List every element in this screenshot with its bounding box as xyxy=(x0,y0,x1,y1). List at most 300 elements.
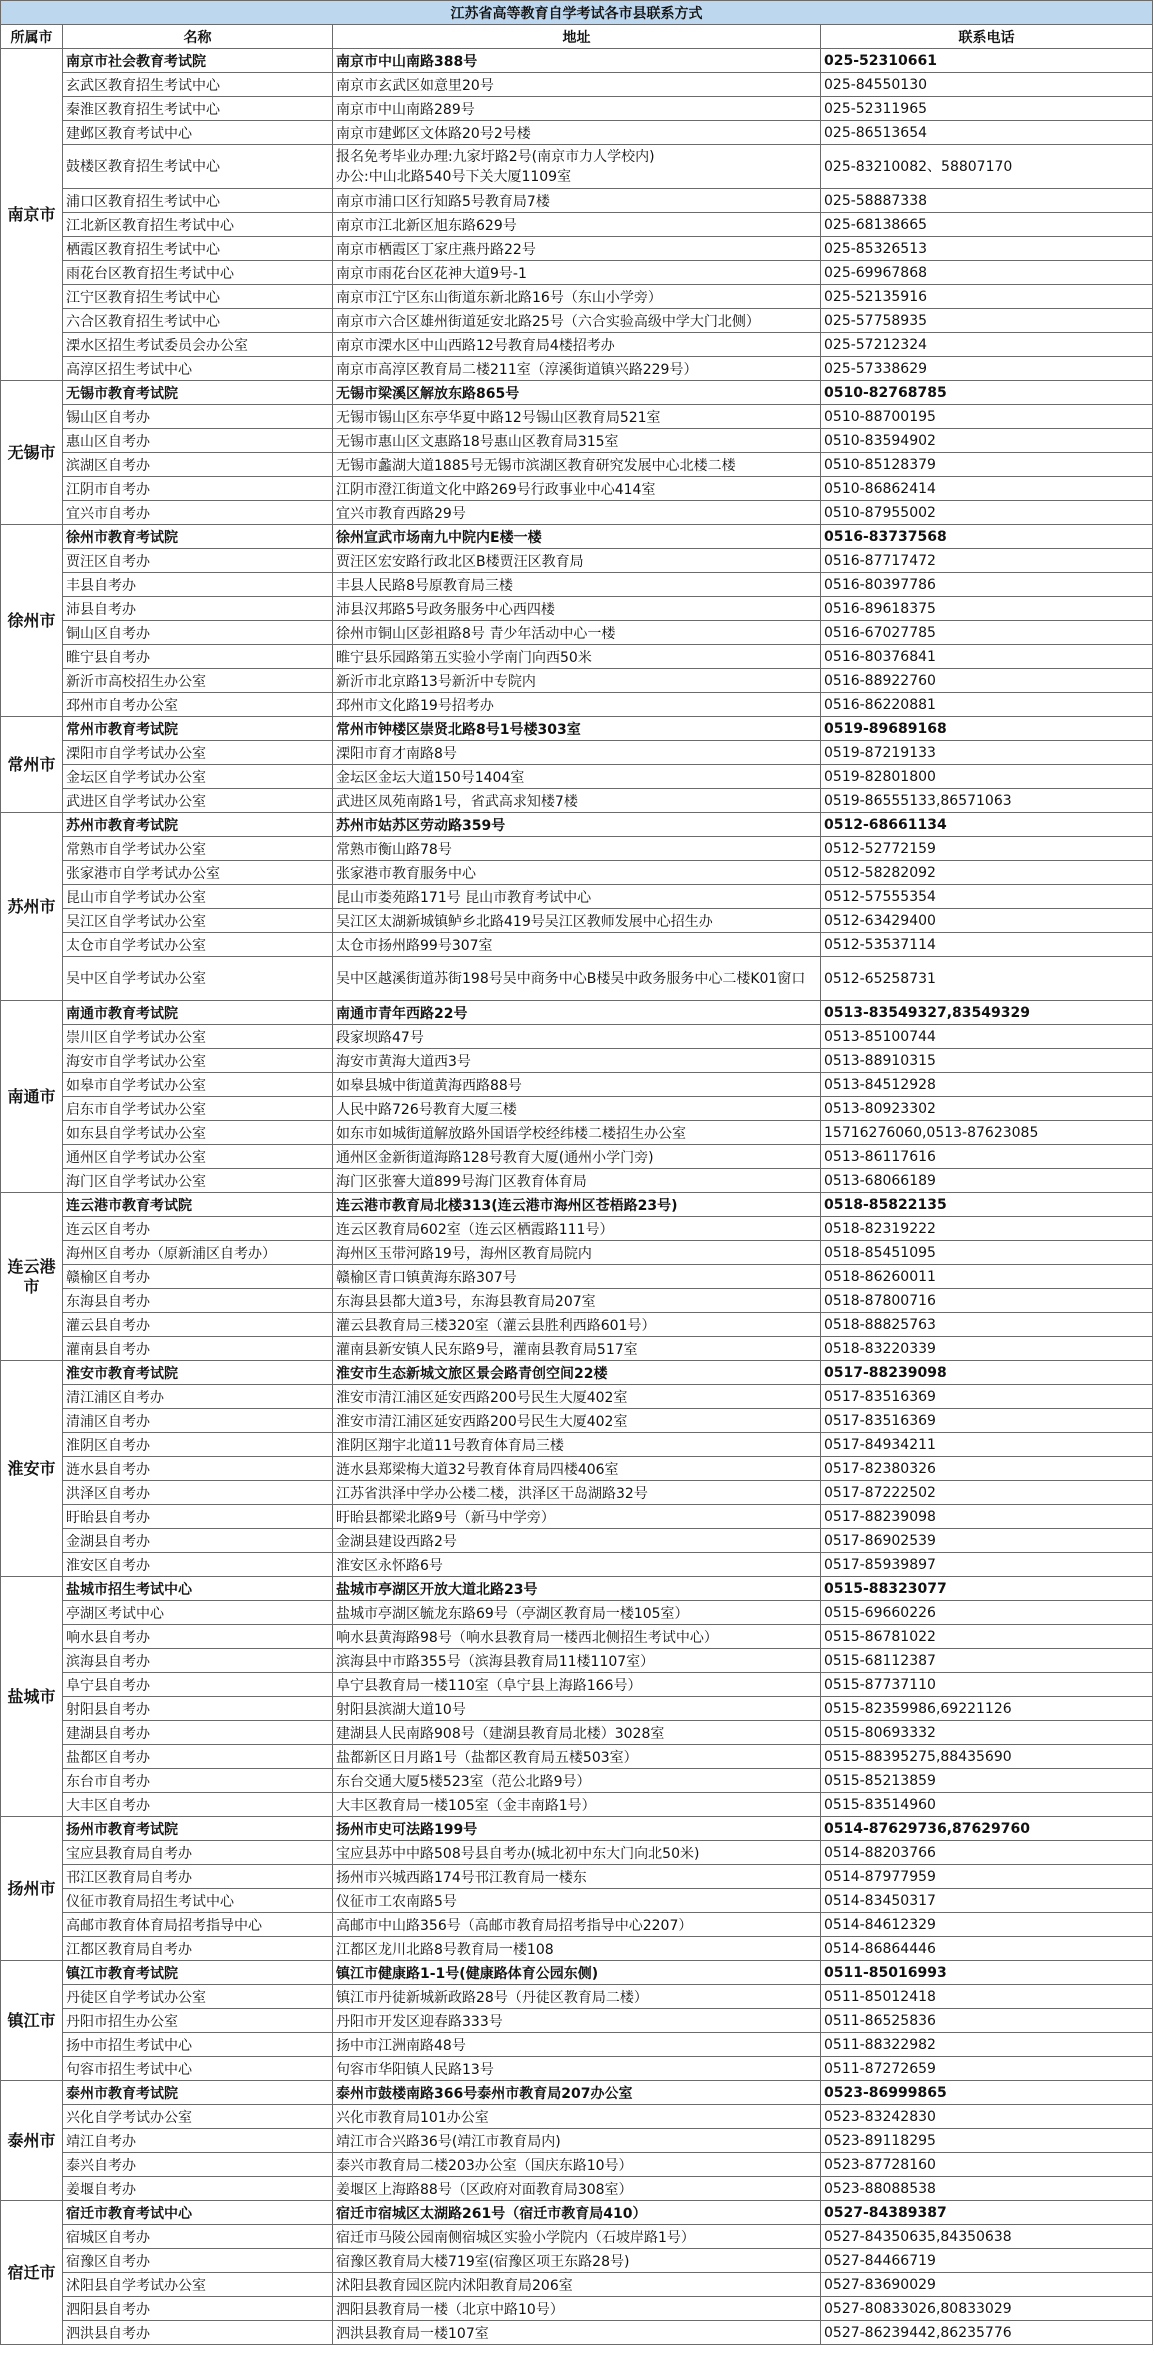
table-row xyxy=(1,189,1153,213)
name-cell: 丰县自考办 xyxy=(63,573,333,597)
phone-cell: 0517-84934211 xyxy=(821,1433,1153,1457)
address-cell: 报名免考毕业办理:九家圩路2号(南京市力人学校内) 办公:中山北路540号下关大厦1109室 xyxy=(333,145,821,189)
name-cell: 邳州市自考办公室 xyxy=(63,693,333,717)
name-cell: 崇川区自学考试办公室 xyxy=(63,1025,333,1049)
name-cell: 镇江市教育考试院 xyxy=(63,1961,333,1985)
address-cell: 淮阴区翔宇北道11号教育体育局三楼 xyxy=(333,1433,821,1457)
name-cell: 泰兴自考办 xyxy=(63,2153,333,2177)
name-cell: 滨湖区自考办 xyxy=(63,453,333,477)
city-cell: 镇江市 xyxy=(1,1961,63,2081)
table-row xyxy=(1,1409,1153,1433)
phone-cell: 025-58887338 xyxy=(821,189,1153,213)
table-row xyxy=(1,1097,1153,1121)
table-row xyxy=(1,693,1153,717)
name-cell: 溧水区招生考试委员会办公室 xyxy=(63,333,333,357)
phone-cell: 0513-85100744 xyxy=(821,1025,1153,1049)
title-row xyxy=(1,1,1153,25)
table-row xyxy=(1,285,1153,309)
name-cell: 昆山市自学考试办公室 xyxy=(63,885,333,909)
address-cell: 吴江区太湖新城镇鲈乡北路419号吴江区教师发展中心招生办 xyxy=(333,909,821,933)
address-cell: 丹阳市开发区迎春路333号 xyxy=(333,2009,821,2033)
phone-cell: 0517-83516369 xyxy=(821,1409,1153,1433)
name-cell: 南京市社会教育考试院 xyxy=(63,49,333,73)
city-cell: 南通市 xyxy=(1,1001,63,1193)
table-row xyxy=(1,957,1153,1001)
table-row xyxy=(1,2033,1153,2057)
phone-cell: 0510-88700195 xyxy=(821,405,1153,429)
table-row xyxy=(1,405,1153,429)
name-cell: 江都区教育局自考办 xyxy=(63,1937,333,1961)
address-cell: 盐城市亭湖区开放大道北路23号 xyxy=(333,1577,821,1601)
table-row xyxy=(1,1721,1153,1745)
address-cell: 东台交通大厦5楼523室（范公北路9号） xyxy=(333,1769,821,1793)
phone-cell: 0513-88910315 xyxy=(821,1049,1153,1073)
address-cell: 无锡市蠡湖大道1885号无锡市滨湖区教育研究发展中心北楼二楼 xyxy=(333,453,821,477)
name-cell: 滨海县自考办 xyxy=(63,1649,333,1673)
table-row xyxy=(1,597,1153,621)
address-cell: 无锡市惠山区文惠路18号惠山区教育局315室 xyxy=(333,429,821,453)
table-row xyxy=(1,813,1153,837)
phone-cell: 0527-83690029 xyxy=(821,2273,1153,2297)
address-cell: 淮安市清江浦区延安西路200号民生大厦402室 xyxy=(333,1409,821,1433)
name-cell: 无锡市教育考试院 xyxy=(63,381,333,405)
address-cell: 泗洪县教育局一楼107室 xyxy=(333,2321,821,2345)
name-cell: 连云区自考办 xyxy=(63,1217,333,1241)
city-cell: 泰州市 xyxy=(1,2081,63,2201)
phone-cell: 0516-88922760 xyxy=(821,669,1153,693)
table-row xyxy=(1,2057,1153,2081)
name-cell: 宿豫区自考办 xyxy=(63,2249,333,2273)
table-row xyxy=(1,933,1153,957)
table-row xyxy=(1,1289,1153,1313)
address-cell: 海州区玉带河路19号，海州区教育局院内 xyxy=(333,1241,821,1265)
phone-cell: 0510-82768785 xyxy=(821,381,1153,405)
name-cell: 贾汪区自考办 xyxy=(63,549,333,573)
name-cell: 宝应县教育局自考办 xyxy=(63,1841,333,1865)
table-row xyxy=(1,1313,1153,1337)
phone-cell: 0511-87272659 xyxy=(821,2057,1153,2081)
address-cell: 江都区龙川北路8号教育局一楼108 xyxy=(333,1937,821,1961)
city-cell: 扬州市 xyxy=(1,1817,63,1961)
address-cell: 大丰区教育局一楼105室（金丰南路1号） xyxy=(333,1793,821,1817)
name-cell: 江阴市自考办 xyxy=(63,477,333,501)
table-row xyxy=(1,2129,1153,2153)
address-cell: 扬中市江洲南路48号 xyxy=(333,2033,821,2057)
name-cell: 新沂市高校招生办公室 xyxy=(63,669,333,693)
address-cell: 太仓市扬州路99号307室 xyxy=(333,933,821,957)
phone-cell: 0516-87717472 xyxy=(821,549,1153,573)
address-cell: 南京市江宁区东山街道东新北路16号（东山小学旁） xyxy=(333,285,821,309)
header-address: 地址 xyxy=(333,25,821,49)
phone-cell: 0518-85451095 xyxy=(821,1241,1153,1265)
table-row xyxy=(1,261,1153,285)
table-row xyxy=(1,1961,1153,1985)
name-cell: 南通市教育考试院 xyxy=(63,1001,333,1025)
city-cell: 南京市 xyxy=(1,49,63,381)
address-cell: 泰州市鼓楼南路366号泰州市教育局207办公室 xyxy=(333,2081,821,2105)
table-body xyxy=(1,49,1153,2345)
phone-cell: 0517-85939897 xyxy=(821,1553,1153,1577)
address-cell: 高邮市中山路356号（高邮市教育局招考指导中心2207） xyxy=(333,1913,821,1937)
address-cell: 宜兴市教育西路29号 xyxy=(333,501,821,525)
address-cell: 南京市栖霞区丁家庄燕丹路22号 xyxy=(333,237,821,261)
name-cell: 海州区自考办（原新浦区自考办） xyxy=(63,1241,333,1265)
name-cell: 吴江区自学考试办公室 xyxy=(63,909,333,933)
address-cell: 南京市中山南路289号 xyxy=(333,97,821,121)
name-cell: 高淳区招生考试中心 xyxy=(63,357,333,381)
name-cell: 建邺区教育考试中心 xyxy=(63,121,333,145)
phone-cell: 0518-88825763 xyxy=(821,1313,1153,1337)
phone-cell: 0518-85822135 xyxy=(821,1193,1153,1217)
phone-cell: 0518-87800716 xyxy=(821,1289,1153,1313)
table-row xyxy=(1,429,1153,453)
phone-cell: 0517-87222502 xyxy=(821,1481,1153,1505)
name-cell: 灌云县自考办 xyxy=(63,1313,333,1337)
phone-cell: 0527-84466719 xyxy=(821,2249,1153,2273)
phone-cell: 0515-85213859 xyxy=(821,1769,1153,1793)
address-cell: 靖江市合兴路36号(靖江市教育局内) xyxy=(333,2129,821,2153)
address-cell: 涟水县郑梁梅大道32号教育体育局四楼406室 xyxy=(333,1457,821,1481)
name-cell: 洪泽区自考办 xyxy=(63,1481,333,1505)
name-cell: 涟水县自考办 xyxy=(63,1457,333,1481)
table-row xyxy=(1,2297,1153,2321)
address-cell: 扬州市兴城西路174号邗江教育局一楼东 xyxy=(333,1865,821,1889)
name-cell: 通州区自学考试办公室 xyxy=(63,1145,333,1169)
name-cell: 淮阴区自考办 xyxy=(63,1433,333,1457)
address-cell: 阜宁县教育局一楼110室（阜宁县上海路166号） xyxy=(333,1673,821,1697)
table-row xyxy=(1,1769,1153,1793)
name-cell: 泗洪县自考办 xyxy=(63,2321,333,2345)
phone-cell: 025-83210082、58807170 xyxy=(821,145,1153,189)
table-row xyxy=(1,741,1153,765)
name-cell: 沛县自考办 xyxy=(63,597,333,621)
table-row xyxy=(1,1073,1153,1097)
table-row xyxy=(1,1553,1153,1577)
phone-cell: 025-84550130 xyxy=(821,73,1153,97)
name-cell: 宿城区自考办 xyxy=(63,2225,333,2249)
phone-cell: 0517-86902539 xyxy=(821,1529,1153,1553)
phone-cell: 0514-87629736,87629760 xyxy=(821,1817,1153,1841)
name-cell: 东台市自考办 xyxy=(63,1769,333,1793)
phone-cell: 0519-86555133,86571063 xyxy=(821,789,1153,813)
name-cell: 姜堰自考办 xyxy=(63,2177,333,2201)
name-cell: 淮安区自考办 xyxy=(63,1553,333,1577)
table-row xyxy=(1,1937,1153,1961)
address-cell: 淮安市生态新城文旅区景会路青创空间22楼 xyxy=(333,1361,821,1385)
table-row xyxy=(1,2201,1153,2225)
table-row xyxy=(1,145,1153,189)
address-cell: 扬州市史可法路199号 xyxy=(333,1817,821,1841)
phone-cell: 025-52310661 xyxy=(821,49,1153,73)
name-cell: 宿迁市教育考试中心 xyxy=(63,2201,333,2225)
table-row xyxy=(1,357,1153,381)
name-cell: 常熟市自学考试办公室 xyxy=(63,837,333,861)
phone-cell: 0527-80833026,80833029 xyxy=(821,2297,1153,2321)
phone-cell: 0516-83737568 xyxy=(821,525,1153,549)
phone-cell: 0523-87728160 xyxy=(821,2153,1153,2177)
name-cell: 惠山区自考办 xyxy=(63,429,333,453)
name-cell: 清浦区自考办 xyxy=(63,1409,333,1433)
address-cell: 东海县县都大道3号，东海县教育局207室 xyxy=(333,1289,821,1313)
table-row xyxy=(1,765,1153,789)
name-cell: 江北新区教育招生考试中心 xyxy=(63,213,333,237)
address-cell: 苏州市姑苏区劳动路359号 xyxy=(333,813,821,837)
table-row xyxy=(1,1817,1153,1841)
table-row xyxy=(1,1913,1153,1937)
table-row xyxy=(1,333,1153,357)
table-row xyxy=(1,1025,1153,1049)
table-row xyxy=(1,1985,1153,2009)
table-row xyxy=(1,621,1153,645)
phone-cell: 0515-82359986,69221126 xyxy=(821,1697,1153,1721)
address-cell: 无锡市梁溪区解放东路865号 xyxy=(333,381,821,405)
table-row xyxy=(1,1337,1153,1361)
name-cell: 海门区自学考试办公室 xyxy=(63,1169,333,1193)
name-cell: 启东市自学考试办公室 xyxy=(63,1097,333,1121)
address-cell: 沭阳县教育园区院内沭阳教育局206室 xyxy=(333,2273,821,2297)
name-cell: 海安市自学考试办公室 xyxy=(63,1049,333,1073)
table-row xyxy=(1,2081,1153,2105)
name-cell: 盱眙县自考办 xyxy=(63,1505,333,1529)
phone-cell: 0517-83516369 xyxy=(821,1385,1153,1409)
address-cell: 南京市江北新区旭东路629号 xyxy=(333,213,821,237)
name-cell: 亭湖区考试中心 xyxy=(63,1601,333,1625)
name-cell: 常州市教育考试院 xyxy=(63,717,333,741)
address-cell: 宿迁市马陵公园南侧宿城区实验小学院内（石坡岸路1号） xyxy=(333,2225,821,2249)
table-row xyxy=(1,909,1153,933)
phone-cell: 0512-65258731 xyxy=(821,957,1153,1001)
name-cell: 宜兴市自考办 xyxy=(63,501,333,525)
table-row xyxy=(1,1649,1153,1673)
table-row xyxy=(1,1577,1153,1601)
address-cell: 南京市中山南路388号 xyxy=(333,49,821,73)
phone-cell: 0523-83242830 xyxy=(821,2105,1153,2129)
address-cell: 姜堰区上海路88号（区政府对面教育局308室） xyxy=(333,2177,821,2201)
address-cell: 射阳县滨湖大道10号 xyxy=(333,1697,821,1721)
table-title: 江苏省高等教育自学考试各市县联系方式 xyxy=(1,1,1153,25)
name-cell: 兴化自学考试办公室 xyxy=(63,2105,333,2129)
name-cell: 金湖县自考办 xyxy=(63,1529,333,1553)
address-cell: 海门区张謇大道899号海门区教育体育局 xyxy=(333,1169,821,1193)
phone-cell: 0512-68661134 xyxy=(821,813,1153,837)
table-row xyxy=(1,97,1153,121)
address-cell: 赣榆区青口镇黄海东路307号 xyxy=(333,1265,821,1289)
address-cell: 盐都新区日月路1号（盐都区教育局五楼503室） xyxy=(333,1745,821,1769)
phone-cell: 025-57758935 xyxy=(821,309,1153,333)
phone-cell: 0512-53537114 xyxy=(821,933,1153,957)
phone-cell: 025-68138665 xyxy=(821,213,1153,237)
phone-cell: 0513-83549327,83549329 xyxy=(821,1001,1153,1025)
address-cell: 金坛区金坛大道150号1404室 xyxy=(333,765,821,789)
address-cell: 无锡市锡山区东亭华夏中路12号锡山区教育局521室 xyxy=(333,405,821,429)
name-cell: 吴中区自学考试办公室 xyxy=(63,957,333,1001)
table-row xyxy=(1,49,1153,73)
table-row xyxy=(1,2321,1153,2345)
name-cell: 淮安市教育考试院 xyxy=(63,1361,333,1385)
phone-cell: 025-86513654 xyxy=(821,121,1153,145)
table-row xyxy=(1,1865,1153,1889)
name-cell: 浦口区教育招生考试中心 xyxy=(63,189,333,213)
address-cell: 盱眙县都梁北路9号（新马中学旁） xyxy=(333,1505,821,1529)
address-cell: 徐州市铜山区彭祖路8号 青少年活动中心一楼 xyxy=(333,621,821,645)
address-cell: 连云港市教育局北楼313(连云港市海州区苍梧路23号) xyxy=(333,1193,821,1217)
address-cell: 仪征市工农南路5号 xyxy=(333,1889,821,1913)
address-cell: 新沂市北京路13号新沂中专院内 xyxy=(333,669,821,693)
address-cell: 泗阳县教育局一楼（北京中路10号） xyxy=(333,2297,821,2321)
table-row xyxy=(1,2153,1153,2177)
table-row xyxy=(1,2009,1153,2033)
phone-cell: 0519-89689168 xyxy=(821,717,1153,741)
table-row xyxy=(1,1625,1153,1649)
table-row xyxy=(1,549,1153,573)
address-cell: 邳州市文化路19号招考办 xyxy=(333,693,821,717)
name-cell: 盐城市招生考试中心 xyxy=(63,1577,333,1601)
table-row xyxy=(1,885,1153,909)
table-row xyxy=(1,837,1153,861)
address-cell: 宿豫区教育局大楼719室(宿豫区项王东路28号) xyxy=(333,2249,821,2273)
table-row xyxy=(1,1529,1153,1553)
phone-cell: 0514-86864446 xyxy=(821,1937,1153,1961)
phone-cell: 0514-84612329 xyxy=(821,1913,1153,1937)
table-row xyxy=(1,477,1153,501)
phone-cell: 0523-86999865 xyxy=(821,2081,1153,2105)
phone-cell: 0516-80397786 xyxy=(821,573,1153,597)
city-cell: 宿迁市 xyxy=(1,2201,63,2345)
phone-cell: 0516-80376841 xyxy=(821,645,1153,669)
address-cell: 盐城市亭湖区毓龙东路69号（亭湖区教育局一楼105室） xyxy=(333,1601,821,1625)
name-cell: 泰州市教育考试院 xyxy=(63,2081,333,2105)
address-cell: 宿迁市宿城区太湖路261号（宿迁市教育局410） xyxy=(333,2201,821,2225)
table-row xyxy=(1,1121,1153,1145)
name-cell: 丹徒区自学考试办公室 xyxy=(63,1985,333,2009)
address-cell: 金湖县建设西路2号 xyxy=(333,1529,821,1553)
name-cell: 盐都区自考办 xyxy=(63,1745,333,1769)
table-row xyxy=(1,1217,1153,1241)
phone-cell: 0513-86117616 xyxy=(821,1145,1153,1169)
phone-cell: 0514-87977959 xyxy=(821,1865,1153,1889)
city-cell: 无锡市 xyxy=(1,381,63,525)
phone-cell: 0510-85128379 xyxy=(821,453,1153,477)
address-cell: 海安市黄海大道西3号 xyxy=(333,1049,821,1073)
table-row xyxy=(1,1169,1153,1193)
name-cell: 丹阳市招生办公室 xyxy=(63,2009,333,2033)
phone-cell: 025-52311965 xyxy=(821,97,1153,121)
table-row xyxy=(1,1841,1153,1865)
name-cell: 泗阳县自考办 xyxy=(63,2297,333,2321)
phone-cell: 0511-85016993 xyxy=(821,1961,1153,1985)
phone-cell: 0510-83594902 xyxy=(821,429,1153,453)
address-cell: 沛县汉邦路5号政务服务中心西四楼 xyxy=(333,597,821,621)
address-cell: 人民中路726号教育大厦三楼 xyxy=(333,1097,821,1121)
phone-cell: 0527-86239442,86235776 xyxy=(821,2321,1153,2345)
name-cell: 栖霞区教育招生考试中心 xyxy=(63,237,333,261)
address-cell: 昆山市娄苑路171号 昆山市教育考试中心 xyxy=(333,885,821,909)
table-row xyxy=(1,1481,1153,1505)
name-cell: 句容市招生考试中心 xyxy=(63,2057,333,2081)
address-cell: 宝应县苏中中路508号县自考办(城北初中东大门向北50米) xyxy=(333,1841,821,1865)
phone-cell: 0515-68112387 xyxy=(821,1649,1153,1673)
address-cell: 张家港市教育服务中心 xyxy=(333,861,821,885)
phone-cell: 0514-88203766 xyxy=(821,1841,1153,1865)
phone-cell: 0518-86260011 xyxy=(821,1265,1153,1289)
name-cell: 铜山区自考办 xyxy=(63,621,333,645)
city-cell: 苏州市 xyxy=(1,813,63,1001)
name-cell: 如东县自学考试办公室 xyxy=(63,1121,333,1145)
address-cell: 灌云县教育局三楼320室（灌云县胜利西路601号） xyxy=(333,1313,821,1337)
address-cell: 江阴市澄江街道文化中路269号行政事业中心414室 xyxy=(333,477,821,501)
address-cell: 溧阳市育才南路8号 xyxy=(333,741,821,765)
name-cell: 苏州市教育考试院 xyxy=(63,813,333,837)
name-cell: 靖江自考办 xyxy=(63,2129,333,2153)
phone-cell: 0513-80923302 xyxy=(821,1097,1153,1121)
phone-cell: 0515-83514960 xyxy=(821,1793,1153,1817)
phone-cell: 15716276060,0513-87623085 xyxy=(821,1121,1153,1145)
name-cell: 徐州市教育考试院 xyxy=(63,525,333,549)
phone-cell: 0511-85012418 xyxy=(821,1985,1153,2009)
name-cell: 大丰区自考办 xyxy=(63,1793,333,1817)
table-row xyxy=(1,1697,1153,1721)
table-row xyxy=(1,789,1153,813)
address-cell: 连云区教育局602室（连云区栖霞路111号） xyxy=(333,1217,821,1241)
address-cell: 丰县人民路8号原教育局三楼 xyxy=(333,573,821,597)
address-cell: 段家坝路47号 xyxy=(333,1025,821,1049)
table-row xyxy=(1,1433,1153,1457)
name-cell: 东海县自考办 xyxy=(63,1289,333,1313)
phone-cell: 0517-88239098 xyxy=(821,1361,1153,1385)
name-cell: 仪征市教育局招生考试中心 xyxy=(63,1889,333,1913)
address-cell: 如皋县城中街道黄海西路88号 xyxy=(333,1073,821,1097)
phone-cell: 025-85326513 xyxy=(821,237,1153,261)
table-row xyxy=(1,2249,1153,2273)
table-row xyxy=(1,1241,1153,1265)
phone-cell: 0519-87219133 xyxy=(821,741,1153,765)
address-cell: 镇江市丹徒新城新政路28号（丹徒区教育局二楼） xyxy=(333,1985,821,2009)
phone-cell: 0517-88239098 xyxy=(821,1505,1153,1529)
name-cell: 扬州市教育考试院 xyxy=(63,1817,333,1841)
table-row xyxy=(1,1001,1153,1025)
phone-cell: 0518-83220339 xyxy=(821,1337,1153,1361)
address-cell: 淮安区永怀路6号 xyxy=(333,1553,821,1577)
address-cell: 南京市玄武区如意里20号 xyxy=(333,73,821,97)
table-row xyxy=(1,2225,1153,2249)
city-cell: 连云港市 xyxy=(1,1193,63,1361)
header-city: 所属市 xyxy=(1,25,63,49)
phone-cell: 0519-82801800 xyxy=(821,765,1153,789)
phone-cell: 025-69967868 xyxy=(821,261,1153,285)
city-cell: 徐州市 xyxy=(1,525,63,717)
name-cell: 溧阳市自学考试办公室 xyxy=(63,741,333,765)
table-row xyxy=(1,309,1153,333)
address-cell: 贾汪区宏安路行政北区B楼贾汪区教育局 xyxy=(333,549,821,573)
address-cell: 睢宁县乐园路第五实验小学南门向西50米 xyxy=(333,645,821,669)
phone-cell: 0517-82380326 xyxy=(821,1457,1153,1481)
address-cell: 南京市浦口区行知路5号教育局7楼 xyxy=(333,189,821,213)
name-cell: 睢宁县自考办 xyxy=(63,645,333,669)
name-cell: 灌南县自考办 xyxy=(63,1337,333,1361)
phone-cell: 0512-58282092 xyxy=(821,861,1153,885)
phone-cell: 0516-89618375 xyxy=(821,597,1153,621)
name-cell: 沭阳县自学考试办公室 xyxy=(63,2273,333,2297)
address-cell: 吴中区越溪街道苏街198号吴中商务中心B楼吴中政务服务中心二楼K01窗口 xyxy=(333,957,821,1001)
name-cell: 鼓楼区教育招生考试中心 xyxy=(63,145,333,189)
table-row xyxy=(1,1889,1153,1913)
table-row xyxy=(1,1505,1153,1529)
address-cell: 如东市如城街道解放路外国语学校经纬楼二楼招生办公室 xyxy=(333,1121,821,1145)
phone-cell: 0523-88088538 xyxy=(821,2177,1153,2201)
table-row xyxy=(1,573,1153,597)
table-row xyxy=(1,1457,1153,1481)
header-phone: 联系电话 xyxy=(821,25,1153,49)
